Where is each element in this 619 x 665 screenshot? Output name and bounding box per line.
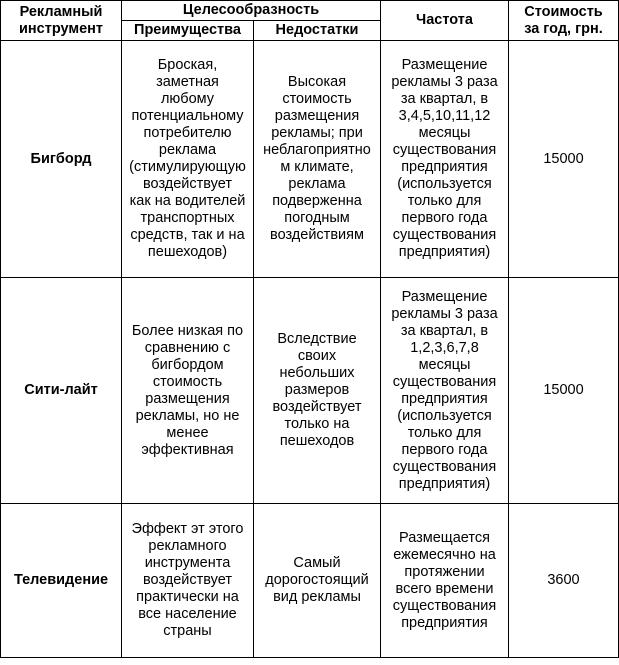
cell-disadvantages — [254, 504, 381, 658]
header-cost: Стоимость за год, грн. — [509, 1, 619, 41]
cell-cost: 3600 — [509, 504, 619, 658]
cell-line: рекламного — [148, 538, 227, 554]
cell-line: страны — [163, 623, 212, 639]
cell-line: Размещение — [401, 57, 488, 73]
cell-line: первого года — [401, 210, 488, 226]
cell-line: реклама — [288, 176, 346, 192]
cell-line: предприятия — [401, 614, 488, 631]
cell-line: (используется — [397, 176, 492, 192]
cell-disadvantages — [254, 41, 381, 278]
cell-line: Размещается — [399, 529, 490, 546]
cell-line: месяцы — [418, 356, 471, 373]
cell-line: (используется — [397, 407, 492, 424]
cell-line: как на водителей — [129, 193, 246, 209]
cell-line: месяцы — [418, 125, 471, 141]
cell-line: существования — [392, 227, 497, 243]
cell-line: рекламы; при — [271, 125, 363, 141]
cell-line: рекламы 3 раза — [391, 305, 498, 322]
cell-line: протяжении — [404, 563, 485, 580]
cell-line: потребителю — [143, 125, 232, 141]
cell-line: рекламы 3 раза — [391, 74, 498, 90]
cell-line: ежемесячно на — [393, 546, 496, 563]
cell-line: размещения — [145, 390, 230, 407]
cell-line: воздействует — [143, 176, 232, 192]
cell-line: существования — [392, 597, 497, 614]
table-body — [1, 41, 619, 658]
cell-line: транспортных — [140, 210, 235, 226]
cell-line: своих — [297, 348, 337, 364]
table-row — [1, 41, 619, 278]
cell-line: потенциальному — [131, 108, 244, 124]
cell-line: воздействует — [272, 399, 362, 415]
cell-disadvantages — [254, 278, 381, 504]
cell-line: Эффект эт этого — [131, 521, 244, 537]
cell-line: Броская, — [157, 57, 218, 73]
cell-line: предприятия) — [398, 244, 491, 260]
cell-line: за квартал, в — [400, 322, 489, 339]
cell-line: размеров — [284, 382, 350, 398]
cell-line: только на — [284, 416, 350, 432]
cell-line: заметная — [156, 74, 219, 90]
cell-line: бигбордом — [151, 356, 224, 373]
cell-line: подверженна — [272, 193, 362, 209]
cell-line: всего времени — [395, 580, 494, 597]
table-row — [1, 278, 619, 504]
cell-line: Размещение — [401, 288, 488, 305]
cell-line: только для — [407, 424, 482, 441]
cell-line: инструмента — [144, 555, 231, 571]
cell-line: размещения — [274, 108, 360, 124]
cell-line: менее — [166, 424, 209, 441]
cell-line: существования — [392, 142, 497, 158]
cell-line: дорогостоящий — [265, 572, 369, 588]
table-row — [1, 504, 619, 658]
cell-line: пешеходов) — [147, 244, 228, 260]
cell-line: практически на — [136, 589, 239, 605]
cell-line: предприятия — [401, 159, 488, 175]
cell-line: стоимость — [282, 91, 352, 107]
cell-line: существования — [392, 373, 497, 390]
cell-cost: 15000 — [509, 41, 619, 278]
cell-line: м климате, — [280, 159, 354, 175]
cell-line: воздействиям — [270, 227, 364, 243]
cell-line: 1,2,3,6,7,8 — [410, 339, 479, 356]
cell-line: все население — [138, 606, 237, 622]
cell-instrument-name: Телевидение — [1, 504, 122, 658]
cell-advantages — [122, 278, 254, 504]
cell-line: погодным — [284, 210, 350, 226]
cell-line: воздействует — [143, 572, 232, 588]
cell-line: пешеходов — [279, 433, 355, 449]
cell-line: Вследствие — [277, 331, 357, 347]
cell-line: любому — [160, 91, 215, 107]
cell-advantages — [122, 41, 254, 278]
cell-line: неблагоприятно — [263, 142, 371, 158]
header-disadvantages: Недостатки — [254, 21, 381, 41]
cell-line: за квартал, в — [400, 91, 489, 107]
cell-line: средств, так и на — [130, 227, 245, 243]
header-instrument: Рекламный инструмент — [1, 1, 122, 41]
header-advantages: Преимущества — [122, 21, 254, 41]
cell-line: Самый — [293, 555, 341, 571]
cell-instrument-name: Сити-лайт — [1, 278, 122, 504]
cell-line: предприятия — [401, 390, 488, 407]
header-feasibility: Целесообразность — [122, 1, 381, 21]
cell-line: сравнению с — [144, 339, 231, 356]
cell-cost: 15000 — [509, 278, 619, 504]
cell-line: вид рекламы — [273, 589, 361, 605]
cell-frequency — [381, 504, 509, 658]
cell-line: существования — [392, 458, 497, 475]
cell-line: первого года — [401, 441, 488, 458]
cell-line: предприятия) — [398, 475, 491, 492]
cell-line: эффективная — [141, 441, 234, 458]
cell-frequency — [381, 278, 509, 504]
cell-frequency — [381, 41, 509, 278]
cell-line: небольших — [279, 365, 355, 381]
cell-line: реклама — [158, 142, 217, 158]
header-frequency: Частота — [381, 1, 509, 41]
cell-line: 3,4,5,10,11,12 — [398, 108, 491, 124]
cell-advantages — [122, 504, 254, 658]
cell-line: (стимулирующую — [129, 159, 246, 175]
cell-line: Более низкая по — [131, 322, 244, 339]
cell-line: рекламы, но не — [135, 407, 240, 424]
cell-instrument-name: Бигборд — [1, 41, 122, 278]
cell-line: только для — [407, 193, 482, 209]
cell-line: стоимость — [152, 373, 223, 390]
cell-line: Высокая — [287, 74, 347, 90]
